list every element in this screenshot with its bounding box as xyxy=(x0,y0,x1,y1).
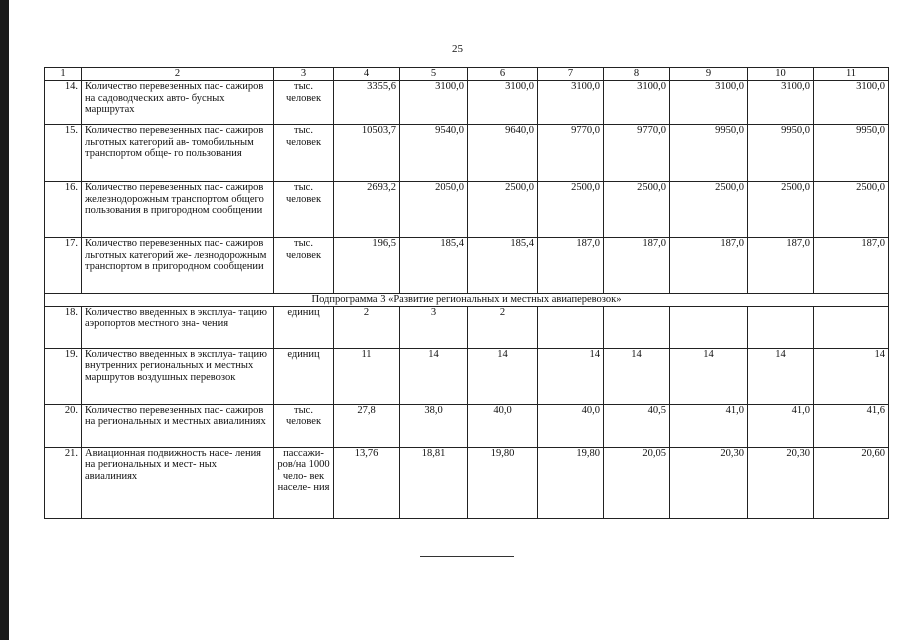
row-number: 18. xyxy=(45,306,82,348)
value-cell: 9950,0 xyxy=(748,125,814,182)
value-cell: 2500,0 xyxy=(814,182,889,238)
table-row xyxy=(45,447,889,518)
indicator-name: Количество перевезенных пас- сажиров железнодорожным транспортом общего пользования в пригородном сообщении xyxy=(82,182,274,238)
value-cell: 9770,0 xyxy=(538,125,604,182)
value-cell: 2500,0 xyxy=(670,182,748,238)
value-cell: 40,0 xyxy=(538,404,604,447)
value-cell: 14 xyxy=(468,348,538,404)
value-cell: 14 xyxy=(814,348,889,404)
table-row xyxy=(45,306,889,348)
column-header: 6 xyxy=(468,68,538,81)
value-cell: 2050,0 xyxy=(400,182,468,238)
unit: пассажи- ров/на 1000 чело- век населе- ния xyxy=(274,447,334,518)
value-cell: 187,0 xyxy=(538,238,604,294)
value-cell: 9770,0 xyxy=(604,125,670,182)
indicator-name: Количество перевезенных пас- сажиров на садоводческих авто- бусных маршрутах xyxy=(82,81,274,125)
value-cell: 38,0 xyxy=(400,404,468,447)
value-cell: 3100,0 xyxy=(604,81,670,125)
column-number-row xyxy=(45,68,889,81)
value-cell: 3100,0 xyxy=(670,81,748,125)
indicator-name: Количество перевезенных пас- сажиров льготных категорий же- лезнодорожным транспортом в пригородном сообщении xyxy=(82,238,274,294)
value-cell: 9950,0 xyxy=(814,125,889,182)
value-cell: 41,0 xyxy=(670,404,748,447)
value-cell: 9540,0 xyxy=(400,125,468,182)
value-cell: 20,30 xyxy=(670,447,748,518)
value-cell: 9640,0 xyxy=(468,125,538,182)
value-cell: 41,0 xyxy=(748,404,814,447)
value-cell: 185,4 xyxy=(468,238,538,294)
indicator-table xyxy=(44,67,889,519)
value-cell: 11 xyxy=(334,348,400,404)
unit: тыс. человек xyxy=(274,404,334,447)
table-row xyxy=(45,348,889,404)
row-number: 21. xyxy=(45,447,82,518)
column-header: 3 xyxy=(274,68,334,81)
value-cell: 3100,0 xyxy=(468,81,538,125)
value-cell: 14 xyxy=(748,348,814,404)
row-number: 14. xyxy=(45,81,82,125)
row-number: 17. xyxy=(45,238,82,294)
table-row xyxy=(45,182,889,238)
value-cell: 3355,6 xyxy=(334,81,400,125)
value-cell: 14 xyxy=(538,348,604,404)
value-cell: 2693,2 xyxy=(334,182,400,238)
column-header: 9 xyxy=(670,68,748,81)
row-number: 16. xyxy=(45,182,82,238)
table-row xyxy=(45,81,889,125)
value-cell: 19,80 xyxy=(468,447,538,518)
value-cell xyxy=(670,306,748,348)
value-cell: 185,4 xyxy=(400,238,468,294)
section-row xyxy=(45,294,889,307)
value-cell: 14 xyxy=(400,348,468,404)
value-cell: 18,81 xyxy=(400,447,468,518)
row-number: 19. xyxy=(45,348,82,404)
value-cell: 3100,0 xyxy=(814,81,889,125)
value-cell: 20,30 xyxy=(748,447,814,518)
unit: тыс. человек xyxy=(274,81,334,125)
value-cell: 20,05 xyxy=(604,447,670,518)
row-number: 20. xyxy=(45,404,82,447)
indicator-name: Количество перевезенных пас- сажиров на региональных и местных авиалиниях xyxy=(82,404,274,447)
indicator-name: Количество введенных в эксплуа- тацию внутренних региональных и местных маршрутов воздушных перевозок xyxy=(82,348,274,404)
value-cell: 13,76 xyxy=(334,447,400,518)
value-cell: 3100,0 xyxy=(748,81,814,125)
value-cell: 27,8 xyxy=(334,404,400,447)
value-cell: 10503,7 xyxy=(334,125,400,182)
value-cell xyxy=(814,306,889,348)
table-row xyxy=(45,125,889,182)
value-cell: 41,6 xyxy=(814,404,889,447)
value-cell: 187,0 xyxy=(814,238,889,294)
value-cell: 14 xyxy=(670,348,748,404)
value-cell xyxy=(748,306,814,348)
column-header: 4 xyxy=(334,68,400,81)
unit: единиц xyxy=(274,348,334,404)
value-cell xyxy=(538,306,604,348)
row-number: 15. xyxy=(45,125,82,182)
table-row xyxy=(45,404,889,447)
table-row xyxy=(45,238,889,294)
indicator-name: Авиационная подвижность насе- ления на региональных и мест- ных авиалиниях xyxy=(82,447,274,518)
value-cell: 2500,0 xyxy=(748,182,814,238)
unit: тыс. человек xyxy=(274,182,334,238)
value-cell: 9950,0 xyxy=(670,125,748,182)
value-cell: 20,60 xyxy=(814,447,889,518)
column-header: 5 xyxy=(400,68,468,81)
value-cell: 40,0 xyxy=(468,404,538,447)
column-header: 8 xyxy=(604,68,670,81)
unit: тыс. человек xyxy=(274,238,334,294)
value-cell: 2 xyxy=(334,306,400,348)
value-cell: 19,80 xyxy=(538,447,604,518)
section-title: Подпрограмма 3 «Развитие региональных и местных авиаперевозок» xyxy=(45,294,889,307)
value-cell: 2500,0 xyxy=(538,182,604,238)
value-cell: 3 xyxy=(400,306,468,348)
value-cell: 3100,0 xyxy=(538,81,604,125)
value-cell: 2500,0 xyxy=(604,182,670,238)
indicator-name: Количество введенных в эксплуа- тацию аэропортов местного зна- чения xyxy=(82,306,274,348)
value-cell: 14 xyxy=(604,348,670,404)
page-number: 25 xyxy=(452,43,463,55)
value-cell xyxy=(604,306,670,348)
indicator-name: Количество перевезенных пас- сажиров льготных категорий ав- томобильным транспортом обще- го пользования xyxy=(82,125,274,182)
value-cell: 2 xyxy=(468,306,538,348)
value-cell: 187,0 xyxy=(748,238,814,294)
value-cell: 196,5 xyxy=(334,238,400,294)
column-header: 11 xyxy=(814,68,889,81)
value-cell: 40,5 xyxy=(604,404,670,447)
column-header: 2 xyxy=(82,68,274,81)
footnote-rule xyxy=(420,556,514,557)
column-header: 10 xyxy=(748,68,814,81)
column-header: 1 xyxy=(45,68,82,81)
value-cell: 187,0 xyxy=(604,238,670,294)
value-cell: 187,0 xyxy=(670,238,748,294)
unit: единиц xyxy=(274,306,334,348)
column-header: 7 xyxy=(538,68,604,81)
value-cell: 2500,0 xyxy=(468,182,538,238)
scan-edge-bar xyxy=(0,0,9,640)
unit: тыс. человек xyxy=(274,125,334,182)
value-cell: 3100,0 xyxy=(400,81,468,125)
